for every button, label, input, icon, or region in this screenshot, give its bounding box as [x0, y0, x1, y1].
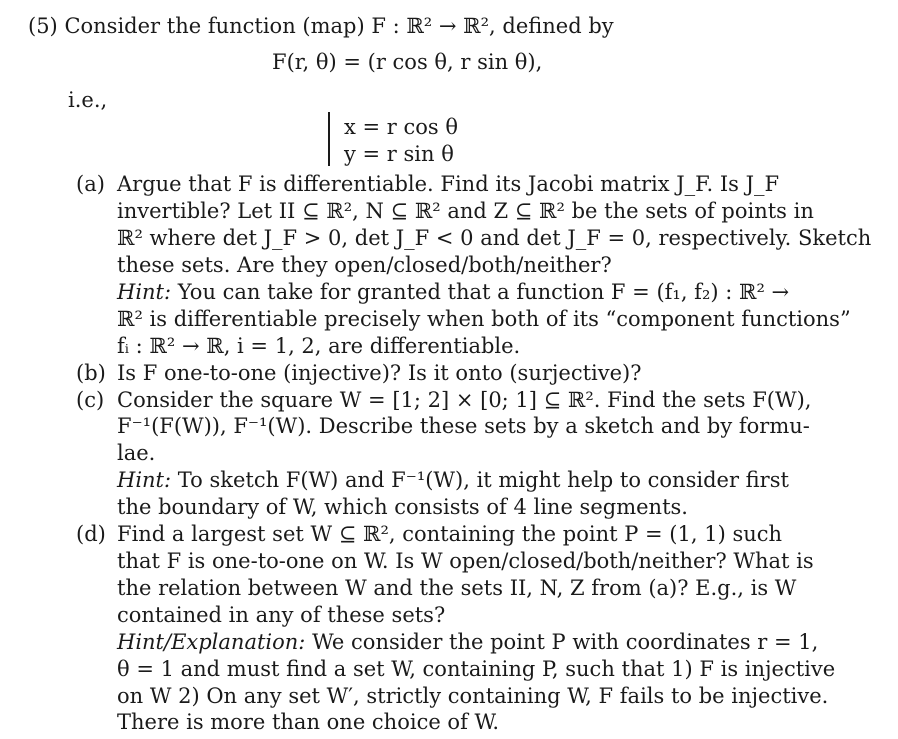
system-line-y: y = r sin θ	[344, 142, 454, 166]
part-b-label: (b)	[76, 361, 106, 385]
part-c-hint-text-1: To sketch F(W) and F⁻¹(W), it might help to consider first	[177, 468, 789, 492]
part-d-hint-line-2: θ = 1 and must find a set W, containing P, such that 1) F is injective	[117, 657, 836, 681]
part-d-line-1: Find a largest set W ⊆ ℝ², containing the point P = (1, 1) such	[117, 522, 783, 546]
part-b-line-1: Is F one-to-one (injective)? Is it onto (surjective)?	[117, 361, 642, 385]
part-a-line-2: invertible? Let II ⊆ ℝ², N ⊆ ℝ² and Z ⊆ ℝ² be the sets of points in	[117, 199, 814, 223]
part-a-line-3: ℝ² where det J_F > 0, det J_F < 0 and det J_F = 0, respectively. Sketch	[117, 226, 872, 250]
part-d-hint-line-4: There is more than one choice of W.	[117, 710, 500, 734]
part-a-hint-line-3: fᵢ : ℝ² → ℝ, i = 1, 2, are differentiable.	[117, 334, 521, 358]
problem-intro: Consider the function (map) F : ℝ² → ℝ², defined by	[64, 14, 614, 38]
part-d-line-4: contained in any of these sets?	[117, 603, 446, 627]
part-c-line-1: Consider the square W = [1; 2] × [0; 1] ⊆ ℝ². Find the sets F(W),	[117, 388, 812, 412]
part-a-hint-line-2: ℝ² is differentiable precisely when both of its “component functions”	[117, 307, 851, 331]
part-a-line-1: Argue that F is differentiable. Find its Jacobi matrix J_F. Is J_F	[117, 172, 780, 196]
part-c-line-2: F⁻¹(F(W)), F⁻¹(W). Describe these sets by a sketch and by formu-	[117, 414, 810, 438]
problem-intro-line	[28, 14, 614, 38]
problem-number: (5)	[28, 14, 58, 38]
definition-formula: F(r, θ) = (r cos θ, r sin θ),	[272, 50, 543, 74]
part-c-hint-label: Hint:	[117, 468, 172, 492]
part-a-hint-text-1: You can take for granted that a function F = (f₁, f₂) : ℝ² →	[177, 280, 790, 304]
part-a-hint-line-1	[117, 280, 789, 304]
part-d-hint-line-3: on W 2) On any set W′, strictly containing W, F fails to be injective.	[117, 684, 829, 708]
part-c-hint-line-1	[117, 468, 789, 492]
part-d-label: (d)	[76, 522, 106, 546]
part-a-line-4: these sets. Are they open/closed/both/neither?	[117, 253, 612, 277]
part-d-line-3: the relation between W and the sets II, N, Z from (a)? E.g., is W	[117, 576, 797, 600]
part-d-hint-label: Hint/Explanation:	[117, 630, 306, 654]
part-d-hint-line-1	[117, 630, 818, 654]
part-a-hint-label: Hint:	[117, 280, 172, 304]
part-c-line-3: lae.	[117, 441, 156, 465]
system-bracket	[328, 112, 330, 166]
part-c-label: (c)	[76, 388, 105, 412]
ie-label: i.e.,	[68, 88, 108, 112]
part-d-hint-text-1: We consider the point P with coordinates r = 1,	[312, 630, 819, 654]
part-c-hint-line-2: the boundary of W, which consists of 4 line segments.	[117, 495, 688, 519]
system-line-x: x = r cos θ	[344, 115, 459, 139]
part-d-line-2: that F is one-to-one on W. Is W open/closed/both/neither? What is	[117, 549, 814, 573]
part-a-label: (a)	[76, 172, 105, 196]
